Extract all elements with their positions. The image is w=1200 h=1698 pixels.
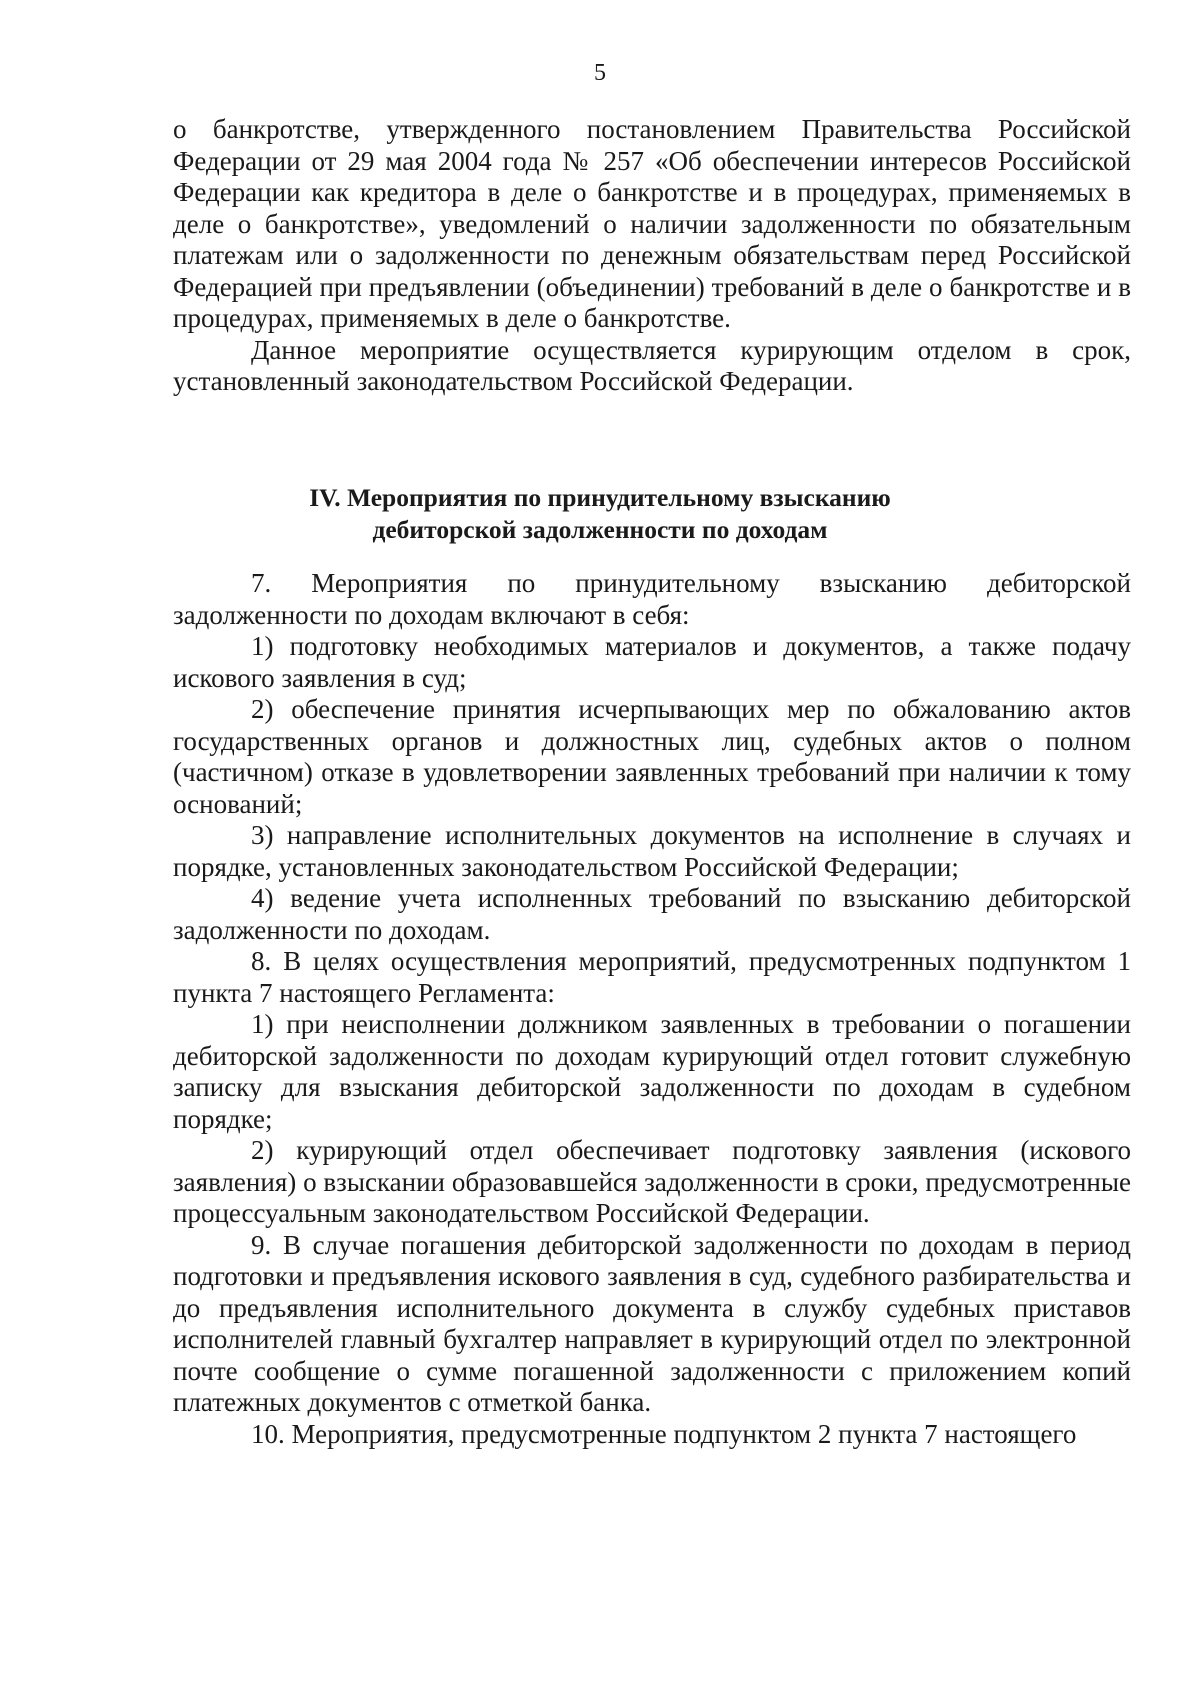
paragraph-8-item-1: 1) при неисполнении должником заявленных в требовании о погашении дебиторской задолженности по доходам курирующий отдел готовит служебную записку для взыскания дебиторской задолженности по доходам в судебном порядке; [173, 1009, 1131, 1134]
paragraph-10: 10. Мероприятия, предусмотренные подпунктом 2 пункта 7 настоящего [251, 1418, 1077, 1449]
paragraph-7-item-4: 4) ведение учета исполненных требований по взысканию дебиторской задолженности по доходам. [173, 883, 1131, 945]
page-number: 5 [594, 60, 606, 86]
section-heading-line-2: дебиторской задолженности по доходам [372, 515, 828, 544]
paragraph-7-item-1: 1) подготовку необходимых материалов и документов, а также подачу искового заявления в суд; [173, 631, 1131, 693]
section-heading [0, 482, 1200, 546]
intro-block [173, 114, 1131, 398]
paragraph-intro-continuation: о банкротстве, утвержденного постановлением Правительства Российской Федерации от 29 мая 2004 года № 257 «Об обеспечении интересов Российской Федерации как кредитора в деле о банкротстве и в процедурах, применяемых в деле о банкротстве», уведомлений о наличии задолженности по обязательным платежам или о задолженности по денежным обязательствам перед Российской Федерацией при предъявлении (объединении) требований в деле о банкротстве и в процедурах, применяемых в деле о банкротстве. [173, 114, 1131, 333]
section-body [173, 568, 1131, 1450]
paragraph-7-item-3: 3) направление исполнительных документов на исполнение в случаях и порядке, установленных законодательством Российской Федерации; [173, 820, 1131, 882]
paragraph-intro-deadline: Данное мероприятие осуществляется курирующим отделом в срок, установленный законодательством Российской Федерации. [173, 334, 1131, 396]
paragraph-7-item-2: 2) обеспечение принятия исчерпывающих мер по обжалованию актов государственных органов и должностных лиц, судебных актов о полном (частичном) отказе в удовлетворении заявленных требований при наличии к тому оснований; [173, 694, 1131, 819]
paragraph-8-item-2: 2) курирующий отдел обеспечивает подготовку заявления (искового заявления) о взыскании образовавшейся задолженности в сроки, предусмотренные процессуальным законодательством Российской Федерации. [173, 1135, 1131, 1228]
paragraph-9: 9. В случае погашения дебиторской задолженности по доходам в период подготовки и предъявления искового заявления в суд, судебного разбирательства и до предъявления исполнительного документа в службу судебных приставов исполнителей главный бухгалтер направляет в курирующий отдел по электронной почте сообщение о сумме погашенной задолженности с приложением копий платежных документов с отметкой банка. [173, 1229, 1131, 1417]
paragraph-8: 8. В целях осуществления мероприятий, предусмотренных подпунктом 1 пункта 7 настоящего Регламента: [173, 946, 1131, 1008]
section-heading-line-1: IV. Мероприятия по принудительному взысканию [309, 483, 891, 512]
paragraph-7: 7. Мероприятия по принудительному взысканию дебиторской задолженности по доходам включают в себя: [173, 568, 1131, 630]
